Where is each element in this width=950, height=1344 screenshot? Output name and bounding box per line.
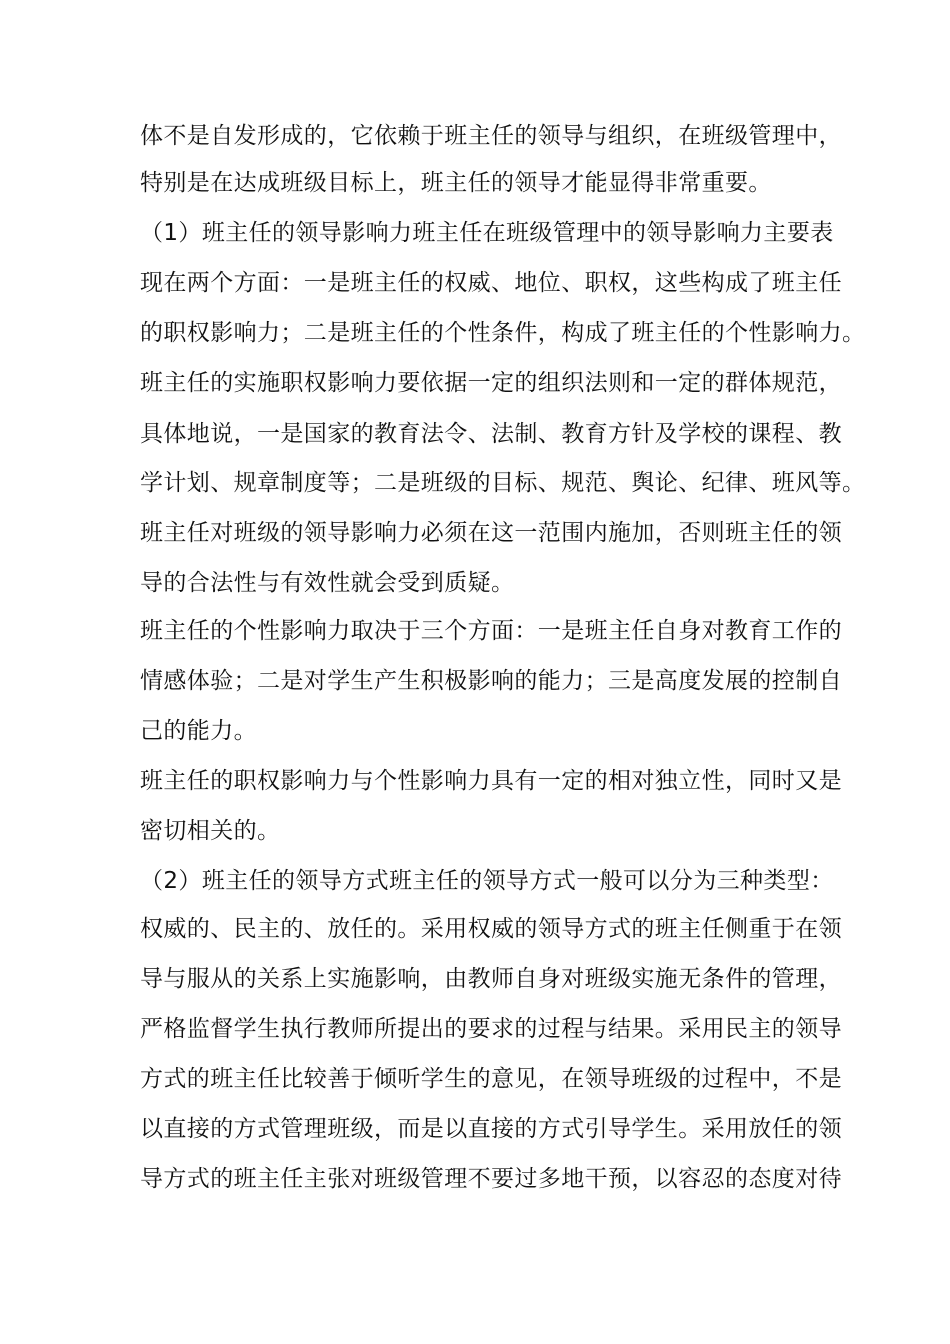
text-line: 以直接的方式管理班级，而是以直接的方式引导学生。采用放任的领 bbox=[140, 1116, 842, 1142]
text-line: 密切相关的。 bbox=[140, 818, 281, 844]
text-line: 己的能力。 bbox=[140, 718, 257, 744]
text-line: 导方式的班主任主张对班级管理不要过多地干预，以容忍的态度对待 bbox=[140, 1166, 842, 1192]
text-line: （1）班主任的领导影响力班主任在班级管理中的领导影响力主要表 bbox=[140, 220, 834, 246]
text-line: 特别是在达成班级目标上，班主任的领导才能显得非常重要。 bbox=[140, 170, 772, 196]
text-line: 严格监督学生执行教师所提出的要求的过程与结果。采用民主的领导 bbox=[140, 1016, 842, 1042]
text-line: 方式的班主任比较善于倾听学生的意见，在领导班级的过程中，不是 bbox=[140, 1066, 842, 1092]
text-line: 导的合法性与有效性就会受到质疑。 bbox=[140, 570, 515, 596]
text-line: 导与服从的关系上实施影响，由教师自身对班级实施无条件的管理， bbox=[140, 966, 842, 992]
text-line: 情感体验；二是对学生产生积极影响的能力；三是高度发展的控制自 bbox=[140, 668, 842, 694]
text-line: 权威的、民主的、放任的。采用权威的领导方式的班主任侧重于在领 bbox=[140, 916, 842, 942]
text-line: 现在两个方面：一是班主任的权威、地位、职权，这些构成了班主任 bbox=[140, 270, 842, 296]
text-line: 学计划、规章制度等；二是班级的目标、规范、舆论、纪律、班风等。 bbox=[140, 470, 866, 496]
text-line: 班主任对班级的领导影响力必须在这一范围内施加，否则班主任的领 bbox=[140, 520, 842, 546]
text-line: 班主任的个性影响力取决于三个方面：一是班主任自身对教育工作的 bbox=[140, 618, 842, 644]
text-line: 体不是自发形成的，它依赖于班主任的领导与组织，在班级管理中， bbox=[140, 123, 842, 149]
text-line: 具体地说，一是国家的教育法令、法制、教育方针及学校的课程、教 bbox=[140, 421, 842, 447]
text-line: 班主任的实施职权影响力要依据一定的组织法则和一定的群体规范， bbox=[140, 370, 842, 396]
text-line: （2）班主任的领导方式班主任的领导方式一般可以分为三种类型： bbox=[140, 868, 834, 894]
text-line: 的职权影响力；二是班主任的个性条件，构成了班主任的个性影响力。 bbox=[140, 320, 866, 346]
text-line: 班主任的职权影响力与个性影响力具有一定的相对独立性，同时又是 bbox=[140, 768, 842, 794]
